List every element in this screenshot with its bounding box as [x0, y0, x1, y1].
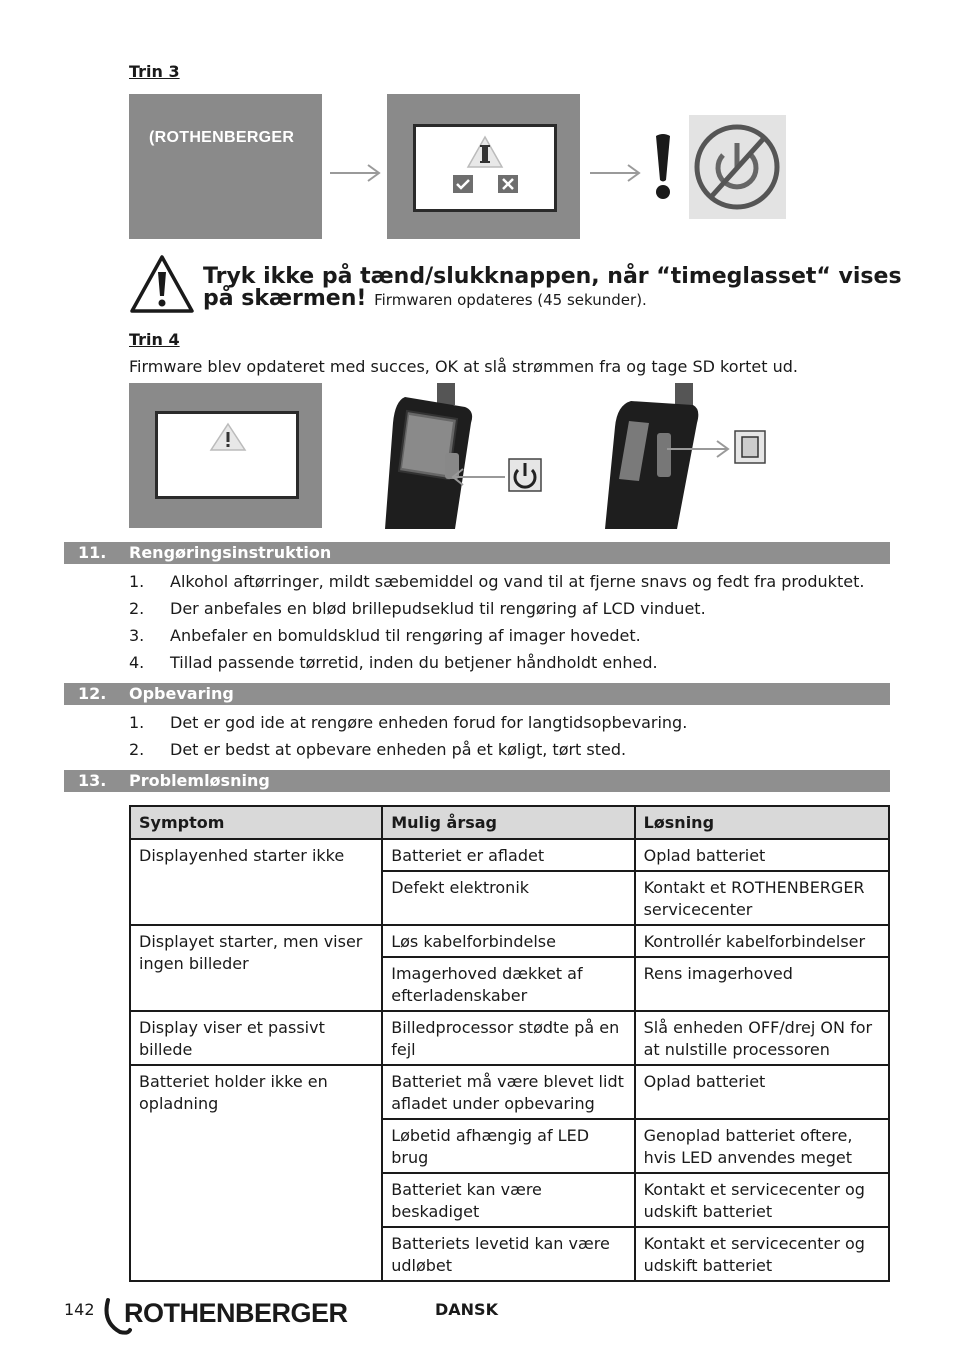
solution-cell: Oplad batteriet: [635, 1065, 889, 1119]
symptom-cell: Displayenhed starter ikke: [130, 839, 382, 925]
header-solution: Løsning: [635, 806, 889, 839]
table-row: [130, 1065, 889, 1119]
table-row: [130, 925, 889, 957]
footer-language: DANSK: [435, 1300, 498, 1319]
solution-cell: Rens imagerhoved: [635, 957, 889, 1011]
screen-logo: (ROTHENBERGER: [149, 129, 295, 146]
step4-label: Trin 4: [129, 330, 180, 349]
solution-cell: Genoplad batteriet oftere, hvis LED anvendes meget: [635, 1119, 889, 1173]
section-header-troubleshooting: 13. Problemløsning: [64, 770, 890, 792]
solution-cell: Oplad batteriet: [635, 839, 889, 871]
header-symptom: Symptom: [130, 806, 382, 839]
update-screen-image: [387, 94, 580, 239]
cause-cell: Løs kabelforbindelse: [382, 925, 634, 957]
solution-cell: Slå enheden OFF/drej ON for at nulstille processoren: [635, 1011, 889, 1065]
warning-title-line2: på skærmen! Firmwaren opdateres (45 sekunder).: [203, 286, 647, 311]
cause-cell: Batteriet kan være beskadiget: [382, 1173, 634, 1227]
warning-title: Tryk ikke på tænd/slukknappen, når “timeglasset“ vises: [203, 264, 902, 289]
warning-triangle-icon: [129, 254, 195, 314]
solution-cell: Kontakt et servicecenter og udskift batteriet: [635, 1173, 889, 1227]
symptom-cell: Batteriet holder ikke en opladning: [130, 1065, 382, 1281]
device-power-image: [385, 383, 545, 529]
solution-cell: Kontakt et servicecenter og udskift batteriet: [635, 1227, 889, 1281]
cause-cell: Løbetid afhængig af LED brug: [382, 1119, 634, 1173]
cause-cell: Batteriet er afladet: [382, 839, 634, 871]
warning-subtitle: Firmwaren opdateres (45 sekunder).: [374, 291, 647, 309]
table-row: [130, 1011, 889, 1065]
symptom-cell: Display viser et passivt billede: [130, 1011, 382, 1065]
solution-cell: Kontrollér kabelforbindelser: [635, 925, 889, 957]
exclamation-icon: [650, 132, 676, 202]
success-dialog: [155, 411, 299, 499]
cause-cell: Batteriets levetid kan være udløbet: [382, 1227, 634, 1281]
table-header-row: [130, 806, 889, 839]
page-number: 142: [64, 1300, 95, 1319]
footer-logo: ROTHENBERGER: [102, 1296, 348, 1336]
cause-cell: Imagerhoved dækket af efterladenskaber: [382, 957, 634, 1011]
step3-label: Trin 3: [129, 62, 180, 81]
solution-cell: Kontakt et ROTHENBERGER servicecenter: [635, 871, 889, 925]
boot-screen-image: [129, 94, 322, 239]
arrow-right-icon: [590, 152, 642, 192]
success-screen-image: [129, 383, 322, 528]
step4-description: Firmware blev opdateret med succes, OK at slå strømmen fra og tage SD kortet ud.: [129, 357, 798, 376]
close-icon: [498, 175, 518, 193]
header-cause: Mulig årsag: [382, 806, 634, 839]
logo-swoosh-icon: (: [149, 129, 155, 146]
table-row: [130, 839, 889, 871]
no-power-button-icon: [689, 115, 786, 219]
troubleshooting-table: [129, 805, 890, 1282]
update-dialog: [413, 124, 557, 212]
section-header-storage: 12. Opbevaring: [64, 683, 890, 705]
device-sd-card-image: [605, 383, 770, 529]
section-header-cleaning: 11. Rengøringsinstruktion: [64, 542, 890, 564]
warning-hourglass-icon: [466, 135, 504, 169]
symptom-cell: Displayet starter, men viser ingen billeder: [130, 925, 382, 1011]
arrow-right-icon: [330, 152, 382, 192]
cause-cell: Billedprocessor stødte på en fejl: [382, 1011, 634, 1065]
cause-cell: Batteriet må være blevet lidt afladet under opbevaring: [382, 1065, 634, 1119]
warning-icon: [209, 422, 247, 452]
check-icon: [453, 175, 473, 193]
cause-cell: Defekt elektronik: [382, 871, 634, 925]
